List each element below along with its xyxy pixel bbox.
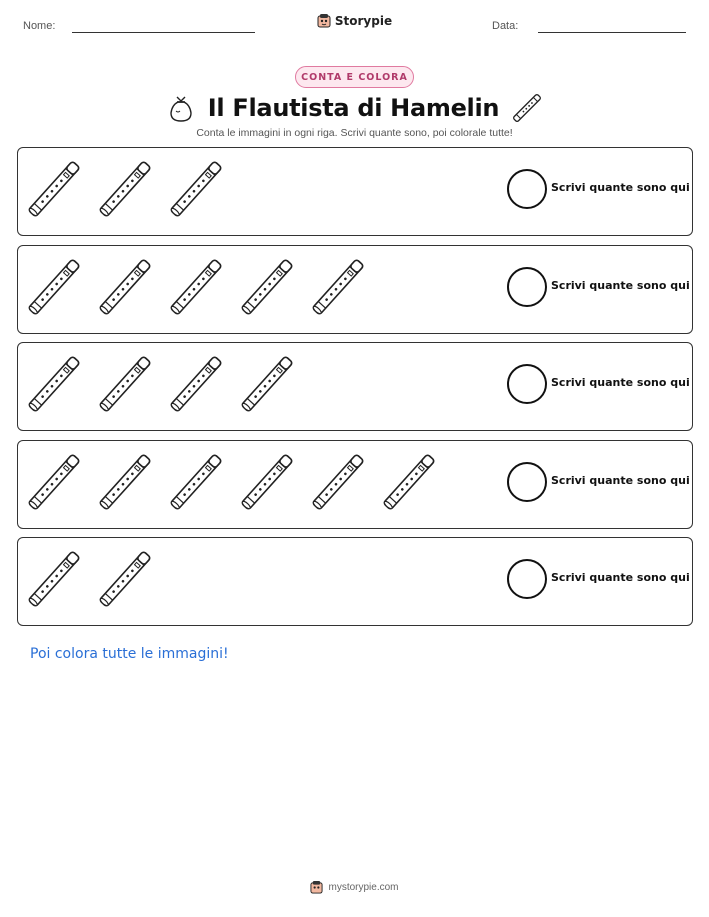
storypie-logo-icon [317, 13, 331, 28]
answer-circle[interactable] [507, 462, 547, 502]
answer-circle[interactable] [507, 559, 547, 599]
flute-icon [312, 451, 364, 513]
answer-circle[interactable] [507, 364, 547, 404]
activity-badge: CONTA E COLORA [295, 66, 414, 88]
flute-icon [383, 451, 435, 513]
title-row [0, 90, 709, 126]
flute-icon [241, 256, 293, 318]
instructions: Conta le immagini in ogni riga. Scrivi quante sono, poi colorale tutte! [196, 127, 513, 139]
name-label: Nome: [23, 20, 56, 32]
flute-icon [28, 353, 80, 415]
site-url: mystorypie.com [328, 881, 399, 893]
answer-prompt: Scrivi quante sono qui [551, 376, 690, 389]
counting-row [17, 440, 693, 529]
flute-icon [170, 451, 222, 513]
flute-icon [312, 256, 364, 318]
answer-prompt: Scrivi quante sono qui [551, 571, 690, 584]
flute-icon [241, 353, 293, 415]
date-label: Data: [492, 20, 519, 32]
flute-icon [99, 353, 151, 415]
answer-circle[interactable] [507, 267, 547, 307]
counting-row [17, 147, 693, 236]
flute-icon [99, 451, 151, 513]
date-line[interactable] [538, 32, 686, 33]
counting-row [17, 537, 693, 626]
flute-icon [170, 158, 222, 220]
flute-icon [28, 548, 80, 610]
counting-row [17, 245, 693, 334]
flute-icon [99, 158, 151, 220]
answer-prompt: Scrivi quante sono qui [551, 181, 690, 194]
site-footer [0, 880, 709, 894]
flute-icon [170, 353, 222, 415]
answer-prompt: Scrivi quante sono qui [551, 474, 690, 487]
name-line[interactable] [72, 32, 255, 33]
storypie-logo-icon [310, 880, 323, 894]
answer-circle[interactable] [507, 169, 547, 209]
brand-name: Storypie [334, 13, 393, 28]
page-title: Il Flautista di Hamelin [207, 94, 500, 122]
flute-icon [513, 92, 541, 124]
flute-icon [241, 451, 293, 513]
counting-row [17, 342, 693, 431]
flute-icon [28, 158, 80, 220]
flute-icon [28, 451, 80, 513]
flute-icon [99, 256, 151, 318]
flute-icon [170, 256, 222, 318]
bag-icon [168, 93, 194, 123]
brand [0, 13, 709, 28]
flute-icon [99, 548, 151, 610]
flute-icon [28, 256, 80, 318]
footer-note: Poi colora tutte le immagini! [30, 646, 229, 662]
answer-prompt: Scrivi quante sono qui [551, 279, 690, 292]
